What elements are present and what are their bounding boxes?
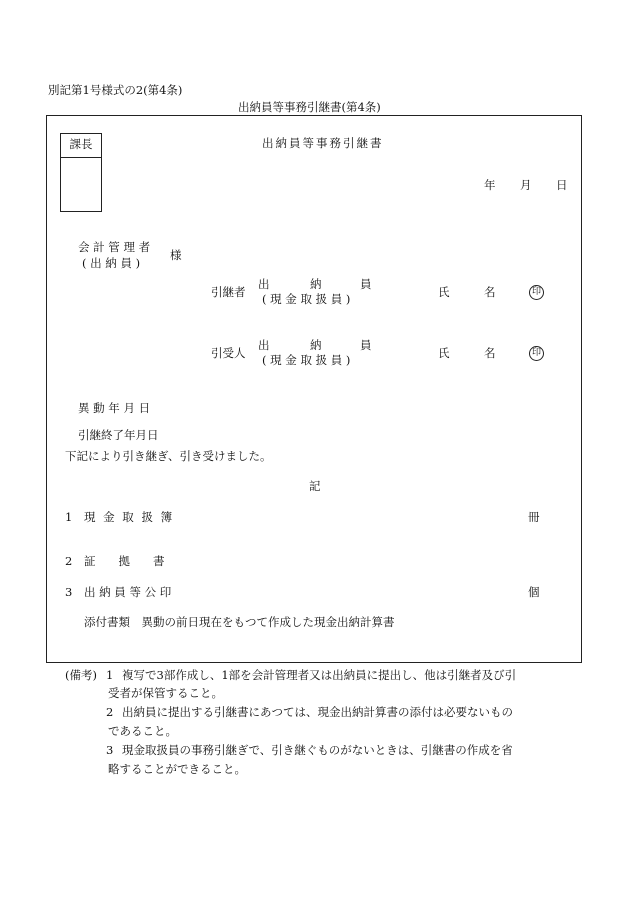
form-frame: [46, 115, 582, 663]
receiver-title-b: 納: [310, 338, 322, 352]
item-3-unit: 個: [528, 585, 540, 599]
receiver-title-a: 出: [258, 338, 270, 352]
kacho-approval-box: [60, 133, 102, 212]
handover-title-line2: ( 現 金 取 扱 員 ): [262, 292, 351, 306]
item-1-unit: 冊: [528, 510, 540, 524]
remark-3-number: 3: [106, 743, 114, 757]
item-1-number: 1: [65, 510, 73, 524]
receiver-title-line2: ( 現 金 取 扱 員 ): [262, 353, 351, 367]
attachment-note: 添付書類 異動の前日現在をもつて作成した現金出納計算書: [84, 615, 395, 629]
item-3-label: 出 納 員 等 公 印: [84, 585, 172, 599]
handover-end-label: 引継終了年月日: [78, 428, 159, 442]
receiver-mei: 名: [484, 346, 496, 360]
handover-mei: 名: [484, 285, 496, 299]
remark-1-number: 1: [106, 668, 114, 682]
date-year: 年: [484, 178, 496, 192]
receiver-shi: 氏: [438, 346, 450, 360]
remark-2-line1: 出納員に提出する引継書にあつては、現金出納計算書の添付は必要ないもの: [122, 705, 513, 719]
remark-2-line2: であること。: [108, 724, 177, 738]
receiver-title-c: 員: [360, 338, 372, 352]
remark-2-number: 2: [106, 705, 114, 719]
document-title: 出納員等事務引継書: [262, 136, 384, 150]
handover-seal-mark: 印: [529, 285, 544, 300]
item-3-number: 3: [65, 585, 73, 599]
transfer-date-label: 異 動 年 月 日: [78, 401, 151, 415]
addressee-line1: 会 計 管 理 者: [78, 240, 151, 254]
remark-1-line2: 受者が保管すること。: [108, 686, 223, 700]
statement-text: 下記により引き継ぎ、引き受けました。: [65, 449, 272, 463]
remark-3-line2: 略することができること。: [108, 762, 246, 776]
handover-shi: 氏: [438, 285, 450, 299]
item-1-label: 現 金 取 扱 簿: [84, 510, 175, 524]
ki-mark: 記: [309, 479, 321, 493]
form-title-caption: 出納員等事務引継書(第4条): [238, 100, 381, 114]
addressee-line2: ( 出 納 員 ): [82, 256, 141, 270]
remarks-label: (備考): [65, 668, 97, 682]
handover-role: 引継者: [211, 285, 246, 299]
item-2-number: 2: [65, 554, 73, 568]
date-day: 日: [556, 178, 568, 192]
item-2-label: 証 拠 書: [84, 554, 165, 568]
kacho-label: 課長: [69, 137, 93, 151]
handover-title-a: 出: [258, 277, 270, 291]
date-month: 月: [520, 178, 532, 192]
addressee-honorific: 様: [170, 248, 182, 262]
receiver-role: 引受人: [211, 346, 246, 360]
receiver-seal-mark: 印: [529, 346, 544, 361]
handover-title-c: 員: [360, 277, 372, 291]
handover-title-b: 納: [310, 277, 322, 291]
kacho-divider: [61, 157, 101, 158]
remark-1-line1: 複写で3部作成し、1部を会計管理者又は出納員に提出し、他は引継者及び引: [122, 668, 517, 682]
form-number: 別記第1号様式の2(第4条): [48, 83, 183, 97]
remark-3-line1: 現金取扱員の事務引継ぎで、引き継ぐものがないときは、引継書の作成を省: [122, 743, 513, 757]
